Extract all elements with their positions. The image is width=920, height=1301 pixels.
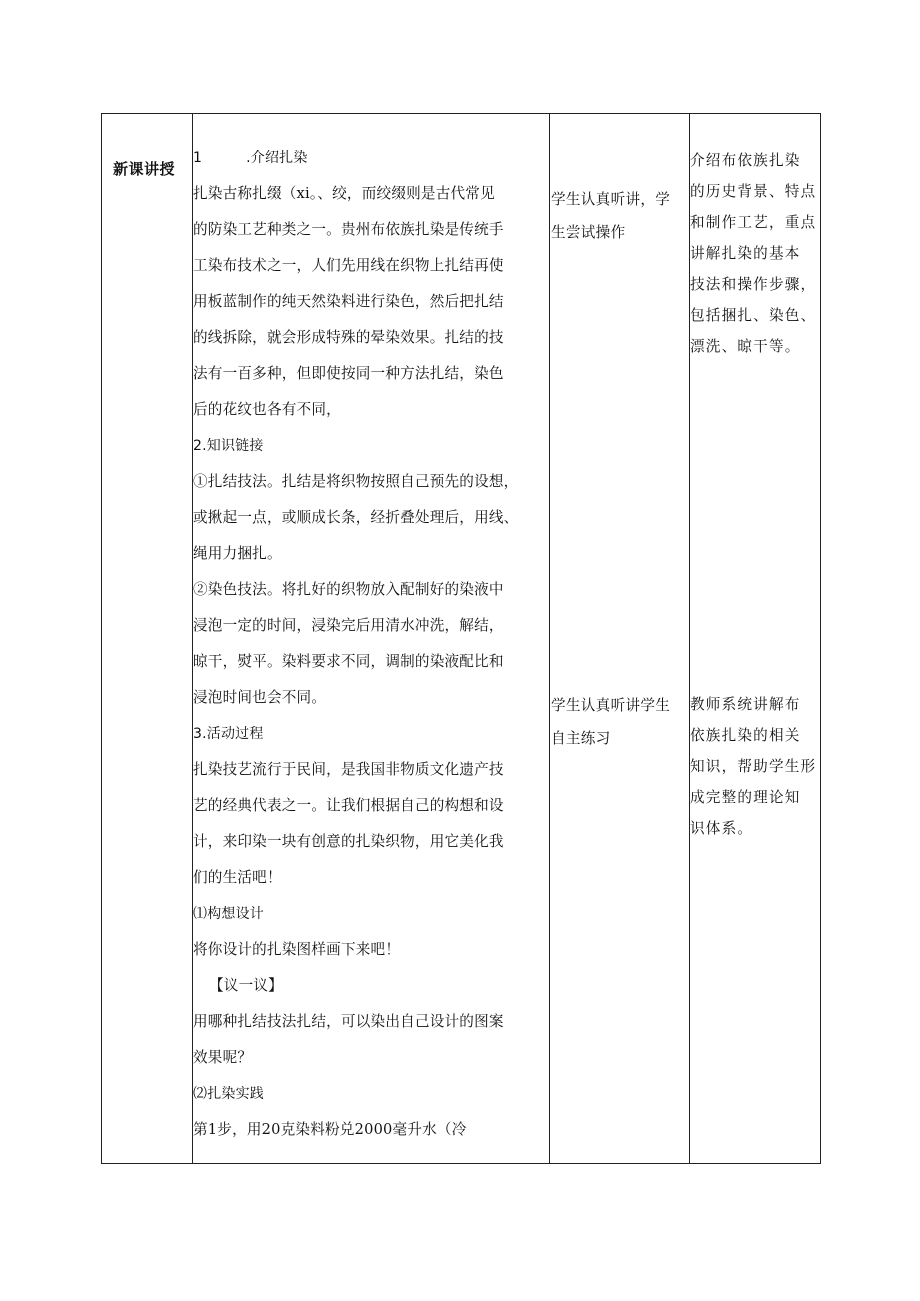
cell-line: 生尝试操作 xyxy=(551,224,626,241)
table-border-right xyxy=(820,113,821,1164)
paragraph-line: 计，来印染一块有创意的扎染织物，用它美化我 xyxy=(193,833,504,850)
section-1-title: .介绍扎染 xyxy=(246,150,308,166)
intro-paragraph xyxy=(193,176,549,428)
dyeing-technique-paragraph xyxy=(193,572,549,716)
teaching-content-cell xyxy=(193,140,549,1148)
section-1-number: 1 xyxy=(193,150,203,166)
activity-paragraph xyxy=(193,752,549,896)
table-bottom-border xyxy=(101,1163,821,1164)
paragraph-line: ②染色技法。将扎好的织物放入配制好的染液中 xyxy=(193,581,504,598)
paragraph-line: 或揪起一点，或顺成长条，经折叠处理后，用线、 xyxy=(193,509,519,526)
cell-line: 自主练习 xyxy=(551,730,611,747)
table-border-left xyxy=(101,113,102,1164)
stage-label: 新课讲授 xyxy=(113,160,176,178)
column-divider-2 xyxy=(549,113,550,1164)
paragraph-line: 晾干，熨平。染料要求不同，调制的染液配比和 xyxy=(193,653,504,670)
design-instruction: 将你设计的扎染图样画下来吧！ xyxy=(193,941,401,958)
design-intent-first xyxy=(690,145,820,362)
cell-line: 漂洗、晾干等。 xyxy=(690,338,801,355)
paragraph-line: 扎染古称扎缀（xi。、绞，而绞缀则是古代常见 xyxy=(193,185,495,202)
discuss-paragraph xyxy=(193,1004,549,1076)
cell-line: 教师系统讲解布 xyxy=(690,696,801,713)
cell-line: 成完整的理论知 xyxy=(690,789,801,806)
student-activity-second xyxy=(551,689,689,755)
cell-line: 介绍布依族扎染 xyxy=(690,152,801,169)
cell-line: 识体系。 xyxy=(690,820,754,837)
paragraph-line: 浸泡一定的时间，浸染完后用清水冲洗，解结， xyxy=(193,617,504,634)
cell-line: 包括捆扎、染色、 xyxy=(690,307,817,324)
paragraph-line: 扎染技艺流行于民间，是我国非物质文化遗产技 xyxy=(193,761,504,778)
section-2-heading: 2.知识链接 xyxy=(193,438,264,454)
paragraph-line: 艺的经典代表之一。让我们根据自己的构想和设 xyxy=(193,797,504,814)
step-1-text: 第1步，用20克染料粉兑2000毫升水（冷 xyxy=(193,1121,467,1138)
paragraph-line: 法有一百多种，但即使按同一种方法扎结，染色 xyxy=(193,365,504,382)
paragraph-line: 们的生活吧！ xyxy=(193,869,282,886)
student-activity-first xyxy=(551,183,689,249)
cell-line: 的历史背景、特点 xyxy=(690,183,817,200)
cell-line: 知识，帮助学生形 xyxy=(690,758,817,775)
practice-subheading: ⑵扎染实践 xyxy=(193,1086,264,1102)
cell-line: 学生认真听讲，学 xyxy=(551,191,671,208)
paragraph-line: 用哪种扎结技法扎结，可以染出自己设计的图案 xyxy=(193,1013,504,1030)
cell-line: 依族扎染的相关 xyxy=(690,727,801,744)
paragraph-line: ①扎结技法。扎结是将织物按照自己预先的设想， xyxy=(193,473,519,490)
discuss-heading: 【议一议】 xyxy=(209,977,283,994)
paragraph-line: 效果呢？ xyxy=(193,1049,253,1066)
paragraph-line: 的线拆除，就会形成特殊的晕染效果。扎结的技 xyxy=(193,329,504,346)
paragraph-line: 用板蓝制作的纯天然染料进行染色，然后把扎结 xyxy=(193,293,504,310)
cell-line: 和制作工艺，重点 xyxy=(690,214,817,231)
paragraph-line: 的防染工艺种类之一。贵州布依族扎染是传统手 xyxy=(193,221,504,238)
design-subheading: ⑴构想设计 xyxy=(193,906,264,922)
design-intent-second xyxy=(690,689,820,844)
cell-line: 技法和操作步骤， xyxy=(690,276,817,293)
cell-line: 学生认真听讲学生 xyxy=(551,697,671,714)
knotting-technique-paragraph xyxy=(193,464,549,572)
cell-line: 讲解扎染的基本 xyxy=(690,245,801,262)
paragraph-line: 绳用力捆扎。 xyxy=(193,545,282,562)
section-3-heading: 3.活动过程 xyxy=(193,726,264,742)
section-1-heading xyxy=(193,140,549,176)
table-top-border xyxy=(101,113,821,114)
paragraph-line: 工染布技术之一，人们先用线在织物上扎结再使 xyxy=(193,257,504,274)
paragraph-line: 浸泡时间也会不同。 xyxy=(193,689,327,706)
paragraph-line: 后的花纹也各有不同， xyxy=(193,401,341,418)
